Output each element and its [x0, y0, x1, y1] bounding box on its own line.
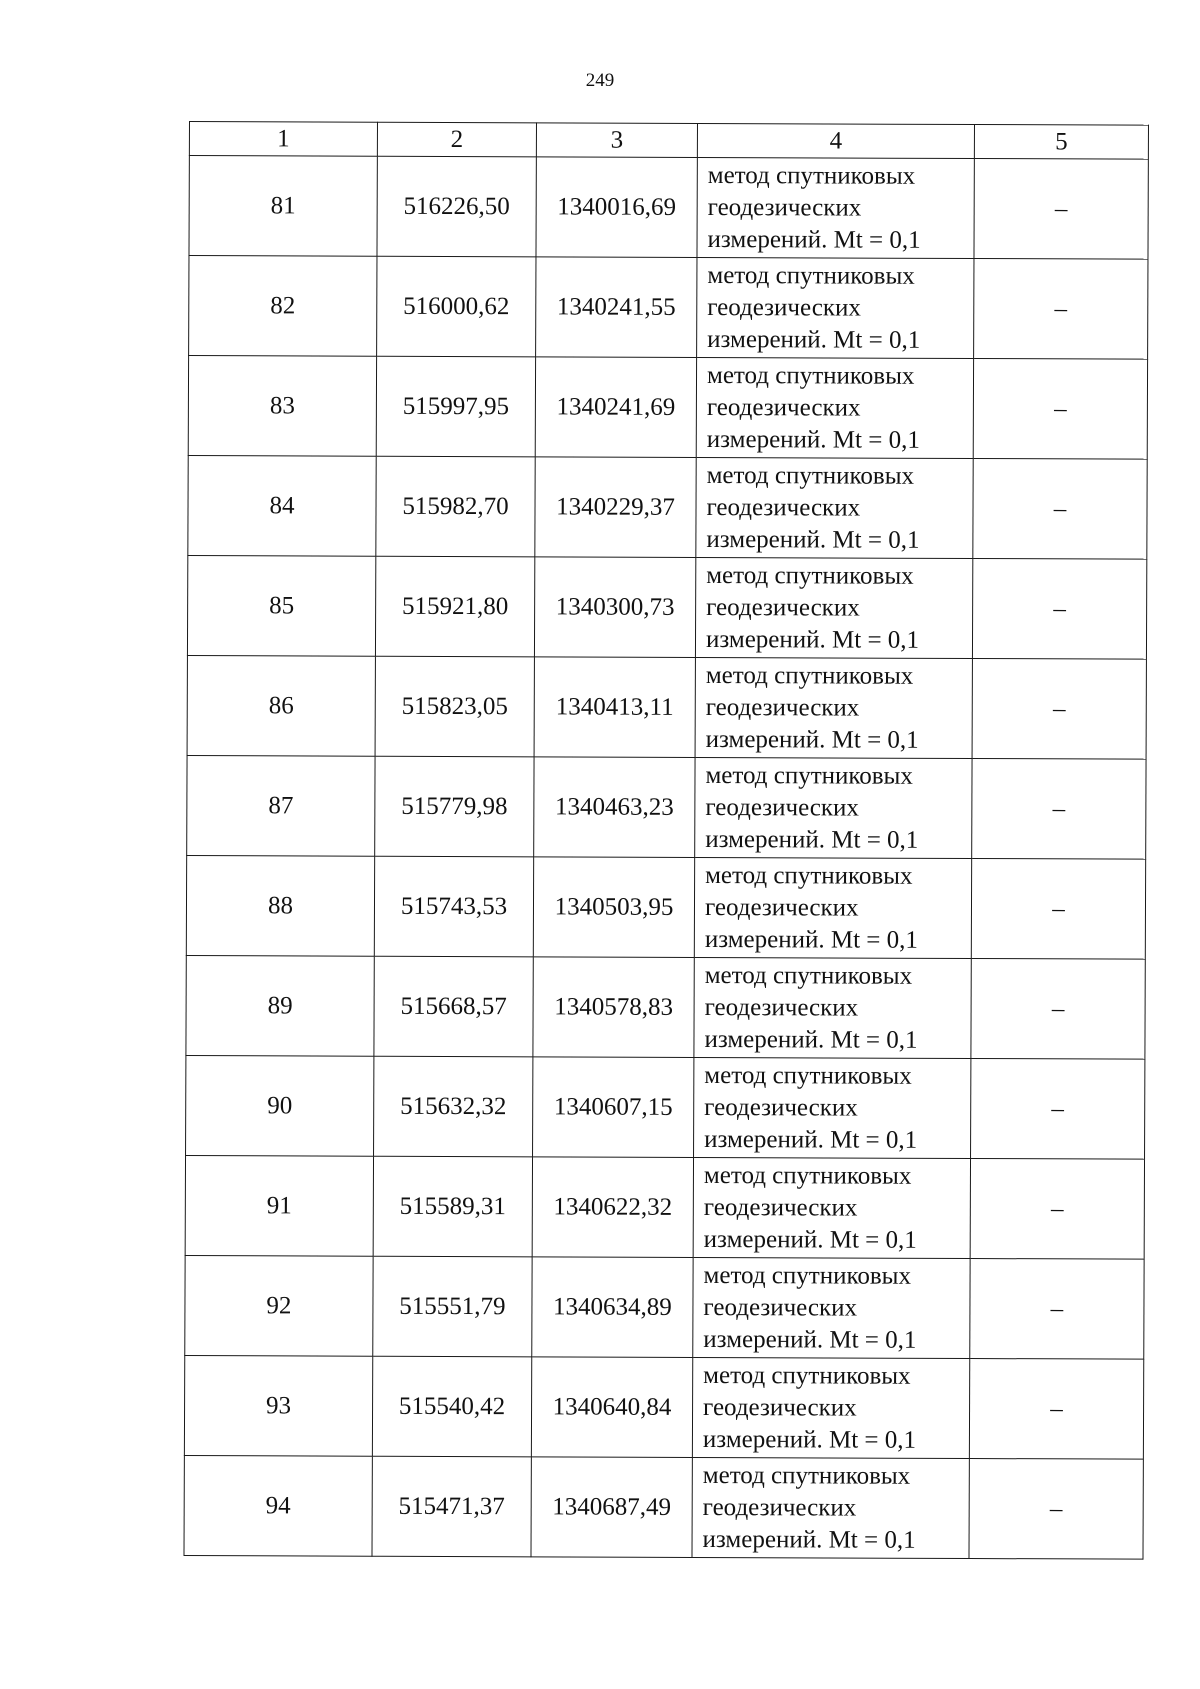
method-text: метод спутниковых геодезических измерений. Mt = 0,1: [705, 561, 920, 654]
point-number-cell: 93: [184, 1355, 372, 1456]
x-coordinate-cell: 515589,31: [373, 1156, 532, 1257]
method-cell: [692, 1357, 969, 1458]
method-text: метод спутниковых геодезических измерений. Mt = 0,1: [702, 1461, 916, 1554]
point-number-cell: 84: [188, 455, 376, 556]
note-cell: –: [969, 1359, 1143, 1460]
y-coordinate-cell: 1340241,55: [536, 257, 697, 358]
point-number-cell: 82: [189, 256, 377, 357]
y-coordinate-cell: 1340229,37: [535, 457, 696, 558]
note-cell: –: [974, 159, 1148, 260]
method-cell: [697, 157, 974, 258]
method-text: метод спутниковых геодезических измерений. Mt = 0,1: [703, 1261, 917, 1354]
header-cell-5: 5: [974, 125, 1148, 160]
note-cell: –: [971, 959, 1145, 1060]
point-number-cell: 85: [187, 555, 375, 656]
method-text: метод спутниковых геодезических измерений. Mt = 0,1: [705, 661, 919, 754]
table-row: [189, 156, 1148, 260]
note-cell: –: [971, 859, 1145, 960]
header-cell-1: 1: [189, 122, 377, 157]
x-coordinate-cell: 515921,80: [375, 556, 534, 657]
method-text: метод спутниковых геодезических измерений. Mt = 0,1: [707, 261, 921, 354]
method-cell: [694, 1057, 971, 1158]
point-number-cell: 87: [187, 755, 375, 856]
table-row: [187, 655, 1146, 759]
table-header-row: [189, 122, 1148, 160]
table-row: [187, 555, 1146, 659]
y-coordinate-cell: 1340463,23: [534, 757, 695, 858]
table-row: [187, 755, 1146, 859]
table-body: [184, 122, 1148, 1560]
method-cell: [695, 657, 972, 758]
note-cell: –: [971, 1059, 1145, 1160]
x-coordinate-cell: 515471,37: [372, 1456, 531, 1557]
table-row: [185, 1255, 1144, 1359]
note-cell: –: [970, 1159, 1144, 1260]
method-cell: [694, 957, 971, 1058]
method-cell: [696, 457, 973, 558]
y-coordinate-cell: 1340300,73: [534, 557, 695, 658]
x-coordinate-cell: 515743,53: [374, 856, 533, 957]
note-cell: –: [973, 359, 1147, 460]
point-number-cell: 88: [186, 855, 374, 956]
x-coordinate-cell: 515540,42: [372, 1356, 531, 1457]
note-cell: –: [973, 459, 1147, 560]
point-number-cell: 92: [185, 1255, 373, 1356]
x-coordinate-cell: 515551,79: [373, 1256, 532, 1357]
method-cell: [692, 1457, 969, 1558]
point-number-cell: 81: [189, 156, 377, 257]
method-cell: [695, 757, 972, 858]
table-row: [186, 1055, 1145, 1159]
method-text: метод спутниковых геодезических измерений. Mt = 0,1: [704, 861, 918, 954]
table-row: [186, 855, 1145, 959]
table-row: [189, 256, 1148, 360]
y-coordinate-cell: 1340578,83: [533, 957, 694, 1058]
method-cell: [697, 257, 974, 358]
x-coordinate-cell: 516000,62: [377, 256, 536, 357]
point-number-cell: 90: [186, 1055, 374, 1156]
y-coordinate-cell: 1340622,32: [532, 1157, 693, 1258]
table-row: [185, 1155, 1144, 1259]
method-cell: [695, 557, 972, 658]
table-row: [188, 356, 1147, 460]
x-coordinate-cell: 515632,32: [374, 1056, 533, 1157]
method-cell: [693, 1257, 970, 1358]
y-coordinate-cell: 1340241,69: [535, 357, 696, 458]
point-number-cell: 91: [185, 1155, 373, 1256]
y-coordinate-cell: 1340687,49: [531, 1457, 692, 1558]
point-number-cell: 83: [188, 356, 376, 457]
note-cell: –: [972, 759, 1146, 860]
method-text: метод спутниковых геодезических измерений. Mt = 0,1: [707, 161, 921, 254]
header-cell-2: 2: [377, 122, 536, 157]
point-number-cell: 89: [186, 955, 374, 1056]
x-coordinate-cell: 515982,70: [376, 456, 535, 557]
method-text: метод спутниковых геодезических измерений. Mt = 0,1: [704, 961, 918, 1054]
x-coordinate-cell: 515668,57: [374, 956, 533, 1057]
table-row: [184, 1355, 1143, 1459]
point-number-cell: 94: [184, 1455, 372, 1556]
x-coordinate-cell: 516226,50: [377, 156, 536, 257]
method-cell: [693, 1157, 970, 1258]
note-cell: –: [970, 1259, 1144, 1360]
method-text: метод спутниковых геодезических измерений. Mt = 0,1: [702, 1361, 917, 1454]
method-text: метод спутниковых геодезических измерений. Mt = 0,1: [706, 361, 920, 454]
y-coordinate-cell: 1340607,15: [533, 1057, 694, 1158]
method-text: метод спутниковых геодезических измерений. Mt = 0,1: [706, 461, 920, 554]
coordinates-table: [183, 121, 1149, 1560]
header-cell-4: 4: [697, 123, 974, 158]
method-cell: [696, 357, 973, 458]
y-coordinate-cell: 1340503,95: [533, 857, 694, 958]
page-number: 249: [585, 70, 615, 91]
point-number-cell: 86: [187, 655, 375, 756]
note-cell: –: [972, 559, 1146, 660]
note-cell: –: [974, 259, 1148, 360]
method-text: метод спутниковых геодезических измерений. Mt = 0,1: [704, 1061, 918, 1154]
note-cell: –: [972, 659, 1146, 760]
method-text: метод спутниковых геодезических измерений. Mt = 0,1: [705, 761, 919, 854]
table-row: [188, 455, 1147, 559]
method-text: метод спутниковых геодезических измерений. Mt = 0,1: [703, 1161, 917, 1254]
table-row: [186, 955, 1145, 1059]
x-coordinate-cell: 515779,98: [375, 756, 534, 857]
y-coordinate-cell: 1340016,69: [536, 157, 697, 258]
note-cell: –: [969, 1459, 1143, 1560]
table-row: [184, 1455, 1143, 1559]
header-cell-3: 3: [536, 123, 697, 158]
y-coordinate-cell: 1340640,84: [531, 1357, 692, 1458]
y-coordinate-cell: 1340634,89: [532, 1257, 693, 1358]
x-coordinate-cell: 515997,95: [376, 356, 535, 457]
method-cell: [694, 857, 971, 958]
y-coordinate-cell: 1340413,11: [534, 657, 695, 758]
x-coordinate-cell: 515823,05: [375, 656, 534, 757]
